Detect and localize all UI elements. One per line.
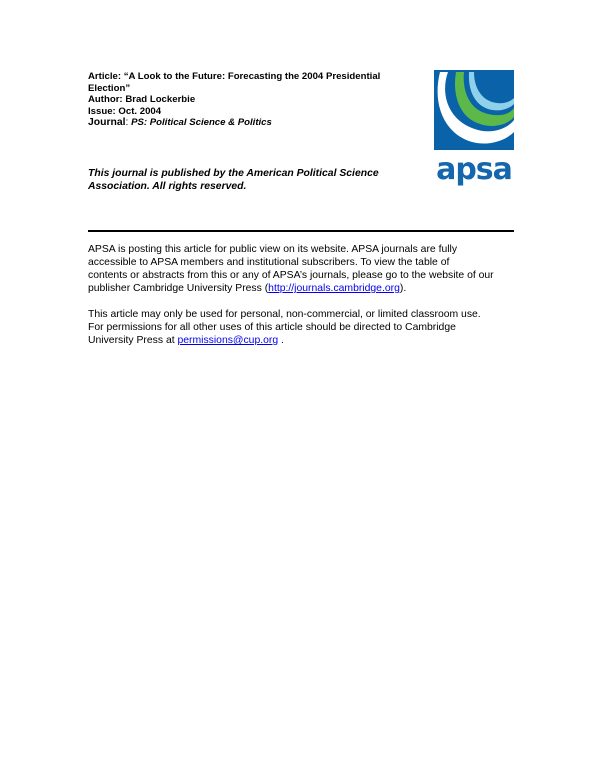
paragraph2-line3-post: . xyxy=(278,335,284,346)
journal-name: PS: Political Science & Politics xyxy=(131,117,272,129)
article-label: Article: xyxy=(88,71,122,82)
paragraph2-line3-pre: University Press at xyxy=(88,335,178,346)
cambridge-journals-link[interactable]: http://journals.cambridge.org xyxy=(268,283,400,294)
paragraph1-line3: contents or abstracts from this or any of APSA’s journals, please go to the website of our xyxy=(88,270,494,281)
usage-terms-paragraph xyxy=(88,308,514,347)
rights-notice xyxy=(88,167,418,193)
paragraph2-line2: For permissions for all other uses of this article should be directed to Cambridge xyxy=(88,322,456,333)
author-name: Brad Lockerbie xyxy=(125,94,196,106)
rights-notice-line1: This journal is published by the American Political Science xyxy=(88,168,379,179)
author-line xyxy=(88,94,418,106)
article-metadata xyxy=(88,71,418,129)
journal-line xyxy=(88,117,418,129)
divider-rule xyxy=(88,230,514,232)
paragraph1-line4-pre: publisher Cambridge University Press ( xyxy=(88,283,269,294)
journal-label-wrap xyxy=(88,117,128,128)
issue-label: Issue: xyxy=(88,105,116,117)
article-line xyxy=(88,71,418,83)
issue-line xyxy=(88,106,418,118)
apsa-logo-emblem xyxy=(434,70,514,150)
apsa-wordmark: apsa xyxy=(436,152,512,187)
paragraph2-line1: This article may only be used for personal, non-commercial, or limited classroom use. xyxy=(88,309,481,320)
author-label: Author: xyxy=(88,94,123,106)
journal-label: Journal xyxy=(88,117,126,129)
article-title-line2: Election” xyxy=(88,82,131,94)
issue-value: Oct. 2004 xyxy=(118,105,162,117)
permissions-email-link[interactable]: permissions@cup.org xyxy=(177,335,279,346)
paragraph1-line2: accessible to APSA members and institutional subscribers. To view the table of xyxy=(88,257,450,268)
article-title-line1: “A Look to the Future: Forecasting the 2004 Presidential xyxy=(123,71,381,82)
paragraph1-line1: APSA is posting this article for public view on its website. APSA journals are fully xyxy=(88,244,458,255)
apsa-logo xyxy=(434,70,514,196)
public-view-paragraph xyxy=(88,243,514,295)
apsa-swoosh-icon xyxy=(434,70,514,150)
paragraph1-line4-post: ). xyxy=(399,283,407,294)
rights-notice-line2: Association. All rights reserved. xyxy=(88,181,247,192)
journal-separator: : xyxy=(125,117,129,129)
